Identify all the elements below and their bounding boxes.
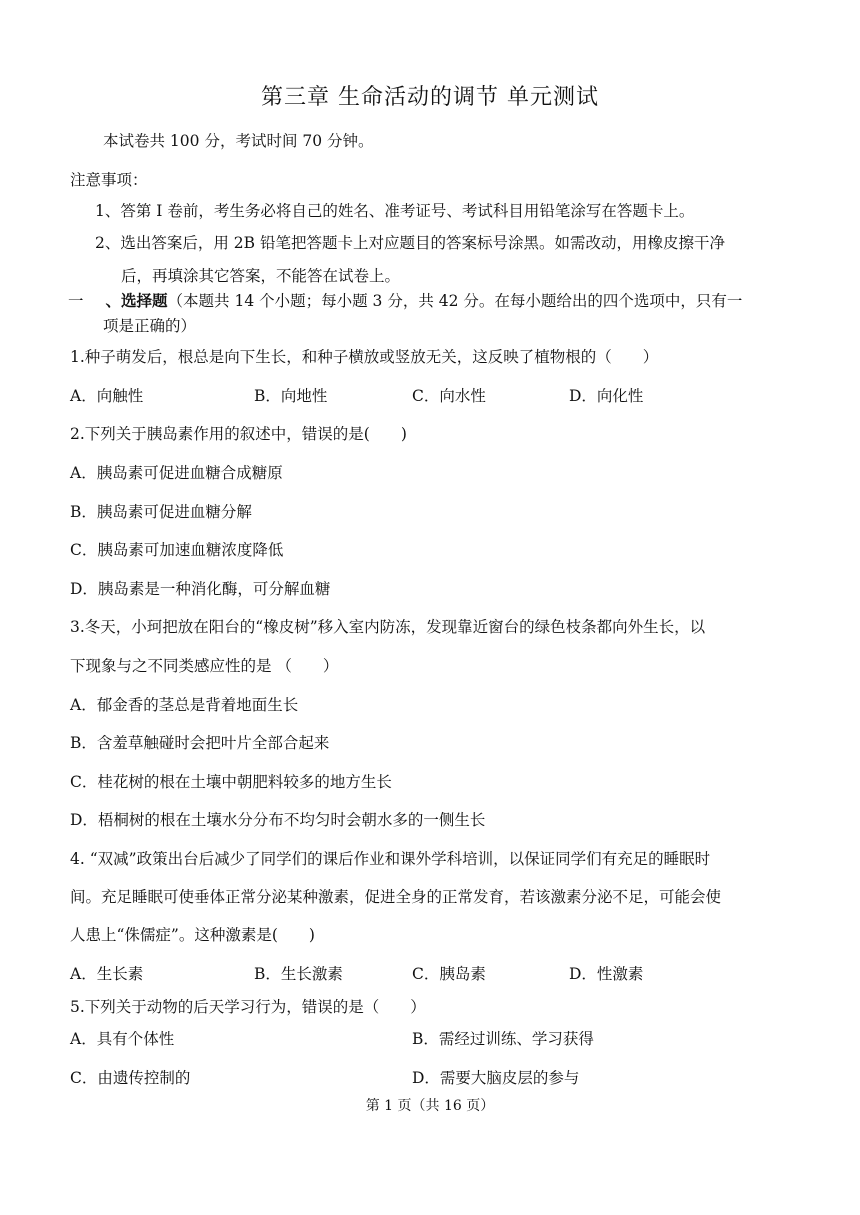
section-number: 一 (68, 292, 84, 310)
section-heading (68, 291, 742, 311)
q2-option-c: C．胰岛素可加速血糖浓度降低 (70, 541, 284, 559)
q1-option-d: D．向化性 (569, 387, 644, 405)
q2-option-d: D．胰岛素是一种消化酶，可分解血糖 (70, 580, 331, 598)
notice-item-2-cont: 后，再填涂其它答案，不能答在试卷上。 (121, 267, 401, 285)
question-5-stem: 5.下列关于动物的后天学习行为，错误的是（ ） (70, 998, 426, 1016)
q4-option-a: A．生长素 (70, 965, 144, 983)
q2-option-a: A．胰岛素可促进血糖合成糖原 (70, 464, 283, 482)
q1-option-a: A．向触性 (70, 387, 144, 405)
q3-option-d: D．梧桐树的根在土壤水分分布不均匀时会朝水多的一侧生长 (70, 811, 486, 829)
q3-option-c: C．桂花树的根在土壤中朝肥料较多的地方生长 (70, 773, 392, 791)
page-title: 第三章 生命活动的调节 单元测试 (261, 85, 599, 110)
question-4-stem: 4. “双减”政策出台后减少了同学们的课后作业和课外学科培训，以保证同学们有充足的睡眠时 (70, 850, 711, 868)
q5-option-b: B．需经过训练、学习获得 (412, 1030, 594, 1048)
section-name: 、选择题 (105, 291, 168, 310)
q2-option-b: B．胰岛素可促进血糖分解 (70, 503, 252, 521)
q4-option-b: B．生长激素 (254, 965, 343, 983)
question-2-stem: 2.下列关于胰岛素作用的叙述中，错误的是( ) (70, 425, 407, 443)
notice-item-2: 2、选出答案后，用 2B 铅笔把答题卡上对应题目的答案标号涂黑。如需改动，用橡皮擦干净 (95, 234, 725, 252)
q3-option-a: A．郁金香的茎总是背着地面生长 (70, 696, 299, 714)
q1-option-b: B．向地性 (254, 387, 328, 405)
question-1-stem: 1.种子萌发后，根总是向下生长，和种子横放或竖放无关，这反映了植物根的（ ） (70, 348, 659, 366)
notice-item-1: 1、答第 I 卷前，考生务必将自己的姓名、准考证号、考试科目用铅笔涂写在答题卡上。 (95, 202, 695, 220)
q5-option-a: A．具有个体性 (70, 1030, 175, 1048)
notice-heading: 注意事项： (70, 171, 148, 189)
section-desc-cont: 项是正确的） (103, 317, 197, 335)
q4-option-c: C．胰岛素 (412, 965, 486, 983)
question-4-stem-cont-1: 间。充足睡眠可使垂体正常分泌某种激素，促进全身的正常发育，若该激素分泌不足，可能会使 (70, 888, 722, 906)
exam-intro: 本试卷共 100 分，考试时间 70 分钟。 (103, 132, 374, 150)
q1-option-c: C．向水性 (412, 387, 486, 405)
page-footer: 第 1 页（共 16 页） (365, 1098, 495, 1114)
q3-option-b: B．含羞草触碰时会把叶片全部合起来 (70, 734, 330, 752)
q5-option-c: C．由遗传控制的 (70, 1069, 191, 1087)
q5-option-d: D．需要大脑皮层的参与 (412, 1069, 580, 1087)
question-3-stem-cont: 下现象与之不同类感应性的是 （ ） (70, 657, 339, 675)
q4-option-d: D．性激素 (569, 965, 644, 983)
question-3-stem: 3.冬天，小珂把放在阳台的“橡皮树”移入室内防冻，发现靠近窗台的绿色枝条都向外生长，以 (70, 618, 706, 636)
question-4-stem-cont-2: 人患上“侏儒症”。这种激素是( ) (70, 926, 315, 944)
section-desc: （本题共 14 个小题；每小题 3 分，共 42 分。在每小题给出的四个选项中，只有一 (167, 292, 743, 310)
